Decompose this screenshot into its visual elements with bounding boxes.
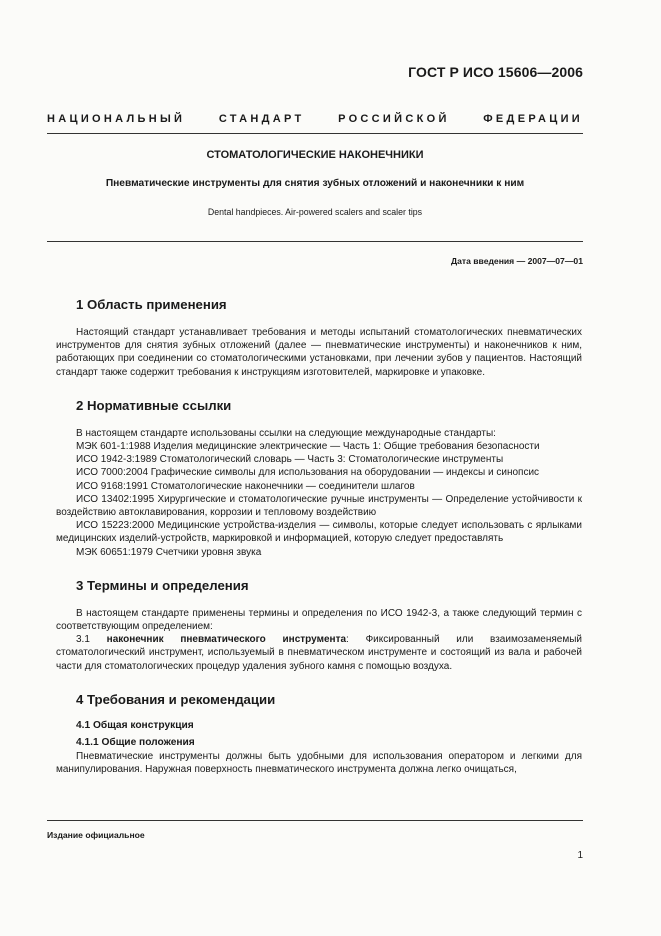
reference-item: ИСО 7000:2004 Графические символы для использования на оборудовании — индексы и синопсис [76, 467, 540, 479]
section-2-heading: 2 Нормативные ссылки [76, 397, 232, 413]
subsection-4-1-1-heading: 4.1.1 Общие положения [76, 736, 195, 748]
footer-rule [47, 820, 583, 821]
section-3-heading: 3 Термины и определения [76, 577, 249, 593]
reference-item: ИСО 1942-3:1989 Стоматологический словарь — Часть 3: Стоматологические инструменты [76, 454, 504, 466]
reference-item: ИСО 9168:1991 Стоматологические наконечники — соединители шлагов [76, 480, 415, 492]
subsection-4-1-heading: 4.1 Общая конструкция [76, 719, 194, 731]
page-number: 1 [577, 850, 583, 861]
section-2-intro: В настоящем стандарте использованы ссылки на следующие международные стандарты: [76, 427, 496, 439]
english-title: Dental handpieces. Air-powered scalers and scaler tips [207, 207, 423, 217]
section-3-text: В настоящем стандарте применены термины и определения по ИСО 1942-3, а также следующий термин с соответствующим определением: [56, 607, 582, 633]
section-4-text: Пневматические инструменты должны быть удобными для использования оператором и легкими для манипулирования. Наружная поверхность пневматического инструмента должна легко очищаться, [56, 750, 582, 776]
standard-subtitle: Пневматические инструменты для снятия зубных отложений и наконечники к ним [105, 178, 525, 189]
term-text: : Фиксированный или взаимозаменяемый стоматологический инструмент, используемый в пневматическом инструменте и состоящий из вала и рабочей части для стоматологических процедур удаления зубного камня с помощью воздуха. [56, 634, 583, 672]
document-number: ГОСТ Р ИСО 15606—2006 [408, 64, 583, 80]
reference-item: МЭК 601-1:1988 Изделия медицинские электрические — Часть 1: Общие требования безопасности [76, 441, 540, 453]
reference-item: МЭК 60651:1979 Счетчики уровня звука [76, 546, 262, 558]
section-1-heading: 1 Область применения [76, 297, 227, 312]
title-rule [47, 241, 583, 242]
standard-title: СТОМАТОЛОГИЧЕСКИЕ НАКОНЕЧНИКИ [206, 149, 424, 161]
header-rule [47, 133, 583, 134]
section-1-text: Настоящий стандарт устанавливает требования и методы испытаний стоматологических пневматических инструментов для снятия зубных отложений (далее — пневматические инструменты) и наконечников к ним, работающих при соединении со стоматологическими установками, при лечении зубов у пациентов. Настоящий стандарт также содержит требования к инструкциям изготовителей, маркировке и упаковке. [56, 327, 582, 378]
term: наконечник пневматического инструмента [106, 634, 347, 646]
term-number: 3.1 [76, 634, 90, 646]
term-definition [56, 633, 582, 673]
national-standard-banner: НАЦИОНАЛЬНЫЙ СТАНДАРТ РОССИЙСКОЙ ФЕДЕРАЦИИ [47, 113, 583, 125]
section-4-heading: 4 Требования и рекомендации [76, 691, 276, 707]
official-edition-note: Издание официальное [47, 830, 145, 840]
reference-item: ИСО 15223:2000 Медицинские устройства-изделия — символы, которые следует использовать с ярлыками медицинских изделий-устройств, маркировкой и информацией, которую следует предоставлять [56, 520, 582, 545]
reference-item: ИСО 13402:1995 Хирургические и стоматологические ручные инструменты — Определение устойчивости к воздействию автоклавирования, коррозии и тепловому воздействию [56, 493, 582, 519]
introduction-date: Дата введения — 2007—07—01 [450, 256, 583, 266]
document-body [56, 296, 582, 776]
